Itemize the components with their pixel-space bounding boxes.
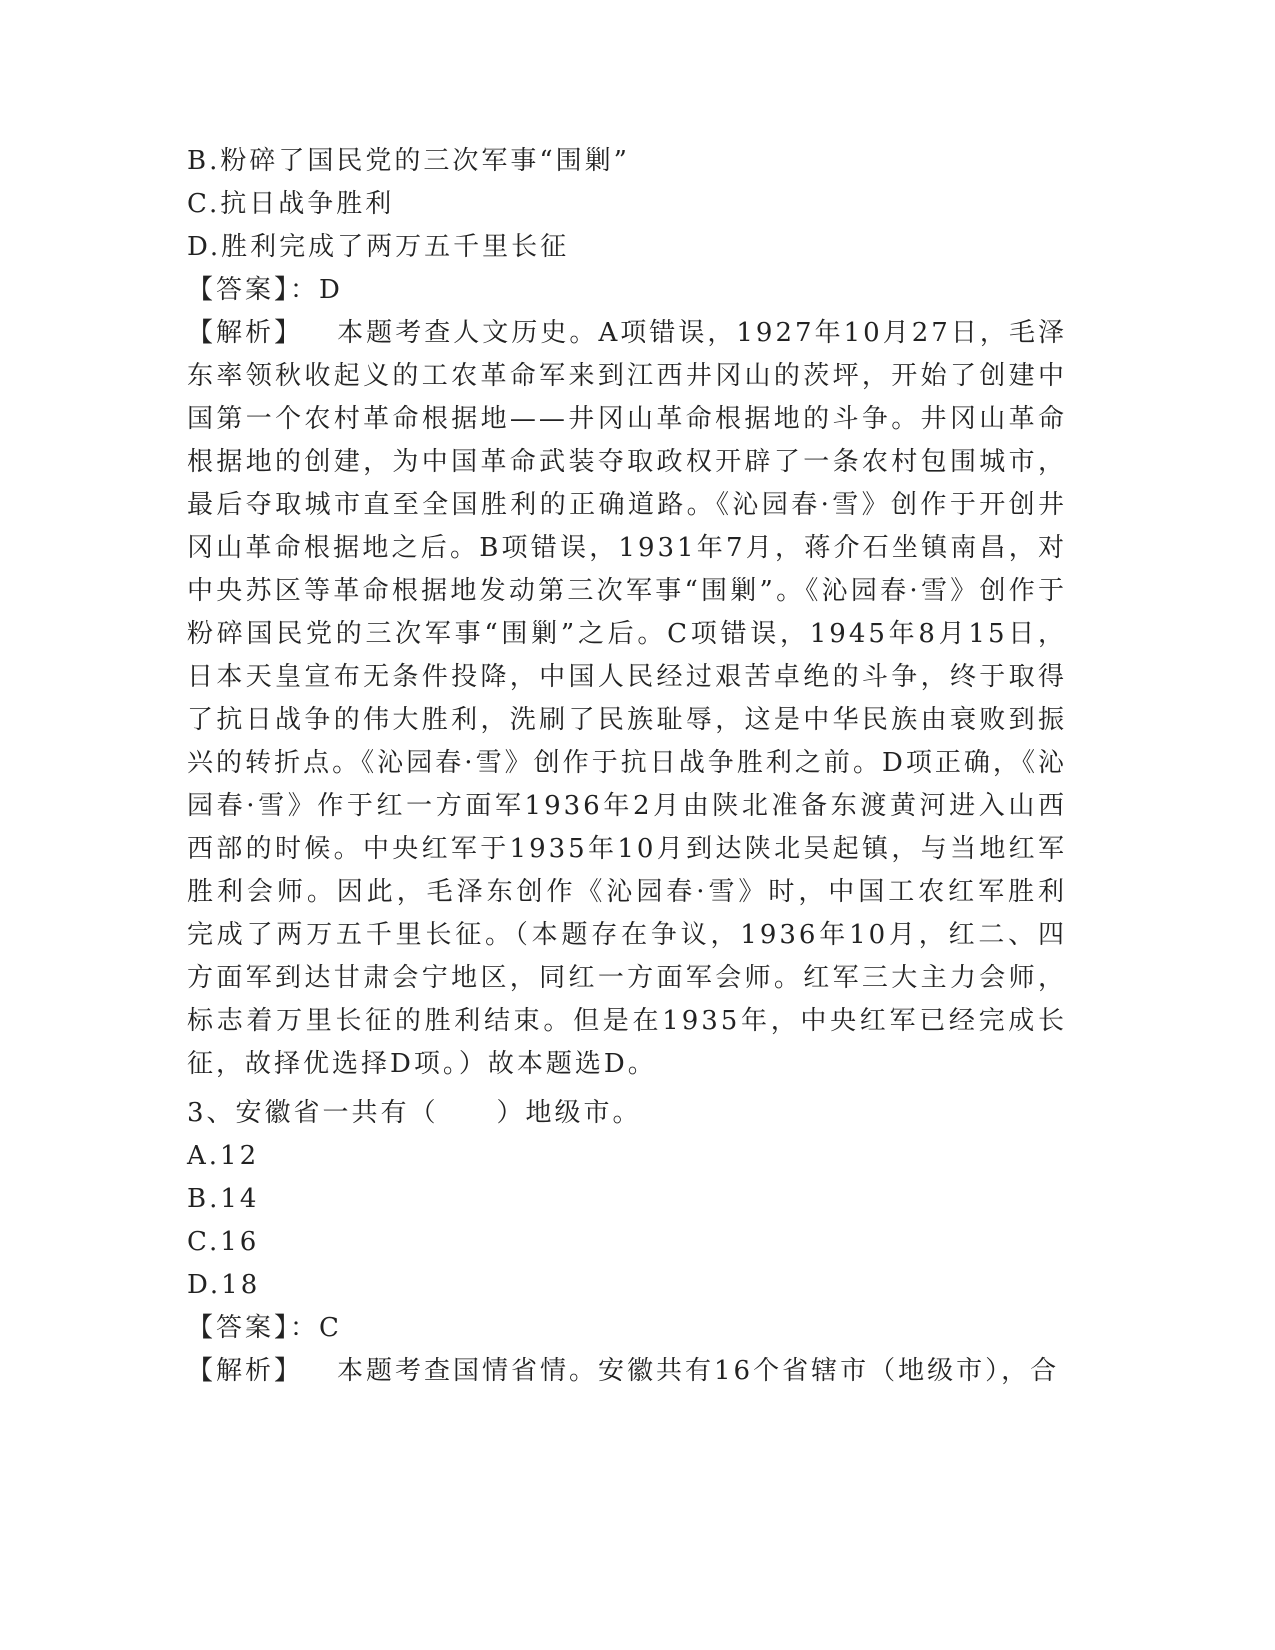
analysis-paragraph (187, 1350, 1067, 1393)
answer-line: 【答案】：C (187, 1313, 342, 1343)
option-b: B.粉碎了国民党的三次军事“围剿” (187, 146, 630, 176)
question-title: 3、安徽省一共有（ ）地级市。 (187, 1098, 642, 1128)
option-d: D.18 (187, 1270, 261, 1300)
option-b: B.14 (187, 1184, 260, 1214)
option-c: C.抗日战争胜利 (187, 189, 395, 219)
option-a: A.12 (187, 1141, 260, 1171)
analysis-text: 本题考查国情省情。安徽共有16个省辖市（地级市），合 (337, 1356, 1060, 1386)
option-d: D.胜利完成了两万五千里长征 (187, 232, 570, 262)
analysis-label: 【解析】 (187, 1356, 304, 1386)
analysis-label: 【解析】 (187, 318, 304, 348)
analysis-paragraph (187, 312, 1067, 1086)
option-c: C.16 (187, 1227, 260, 1257)
document-content (187, 140, 1067, 1393)
analysis-text: 本题考查人文历史。A项错误，1927年10月27日，毛泽东率领秋收起义的工农革命军来到江西井冈山的茨坪，开始了创建中国第一个农村革命根据地——井冈山革命根据地的斗争。井冈山革命根据地的创建，为中国革命武装夺取政权开辟了一条农村包围城市，最后夺取城市直至全国胜利的正确道路。《沁园春·雪》创作于开创井冈山革命根据地之后。B项错误，1931年7月，蒋介石坐镇南昌，对中央苏区等革命根据地发动第三次军事“围剿”。《沁园春·雪》创作于粉碎国民党的三次军事“围剿”之后。C项错误，1945年8月15日，日本天皇宣布无条件投降，中国人民经过艰苦卓绝的斗争，终于取得了抗日战争的伟大胜利，洗刷了民族耻辱，这是中华民族由衰败到振兴的转折点。《沁园春·雪》创作于抗日战争胜利之前。D项正确，《沁园春·雪》作于红一方面军1936年2月由陕北准备东渡黄河进入山西西部的时候。中央红军于1935年10月到达陕北吴起镇，与当地红军胜利会师。因此，毛泽东创作《沁园春·雪》时，中国工农红军胜利完成了两万五千里长征。（本题存在争议，1936年10月，红二、四方面军到达甘肃会宁地区，同红一方面军会师。红军三大主力会师，标志着万里长征的胜利结束。但是在1935年，中央红军已经完成长征，故择优选择D项。）故本题选D。 (187, 318, 1067, 1079)
answer-line: 【答案】：D (187, 275, 343, 305)
